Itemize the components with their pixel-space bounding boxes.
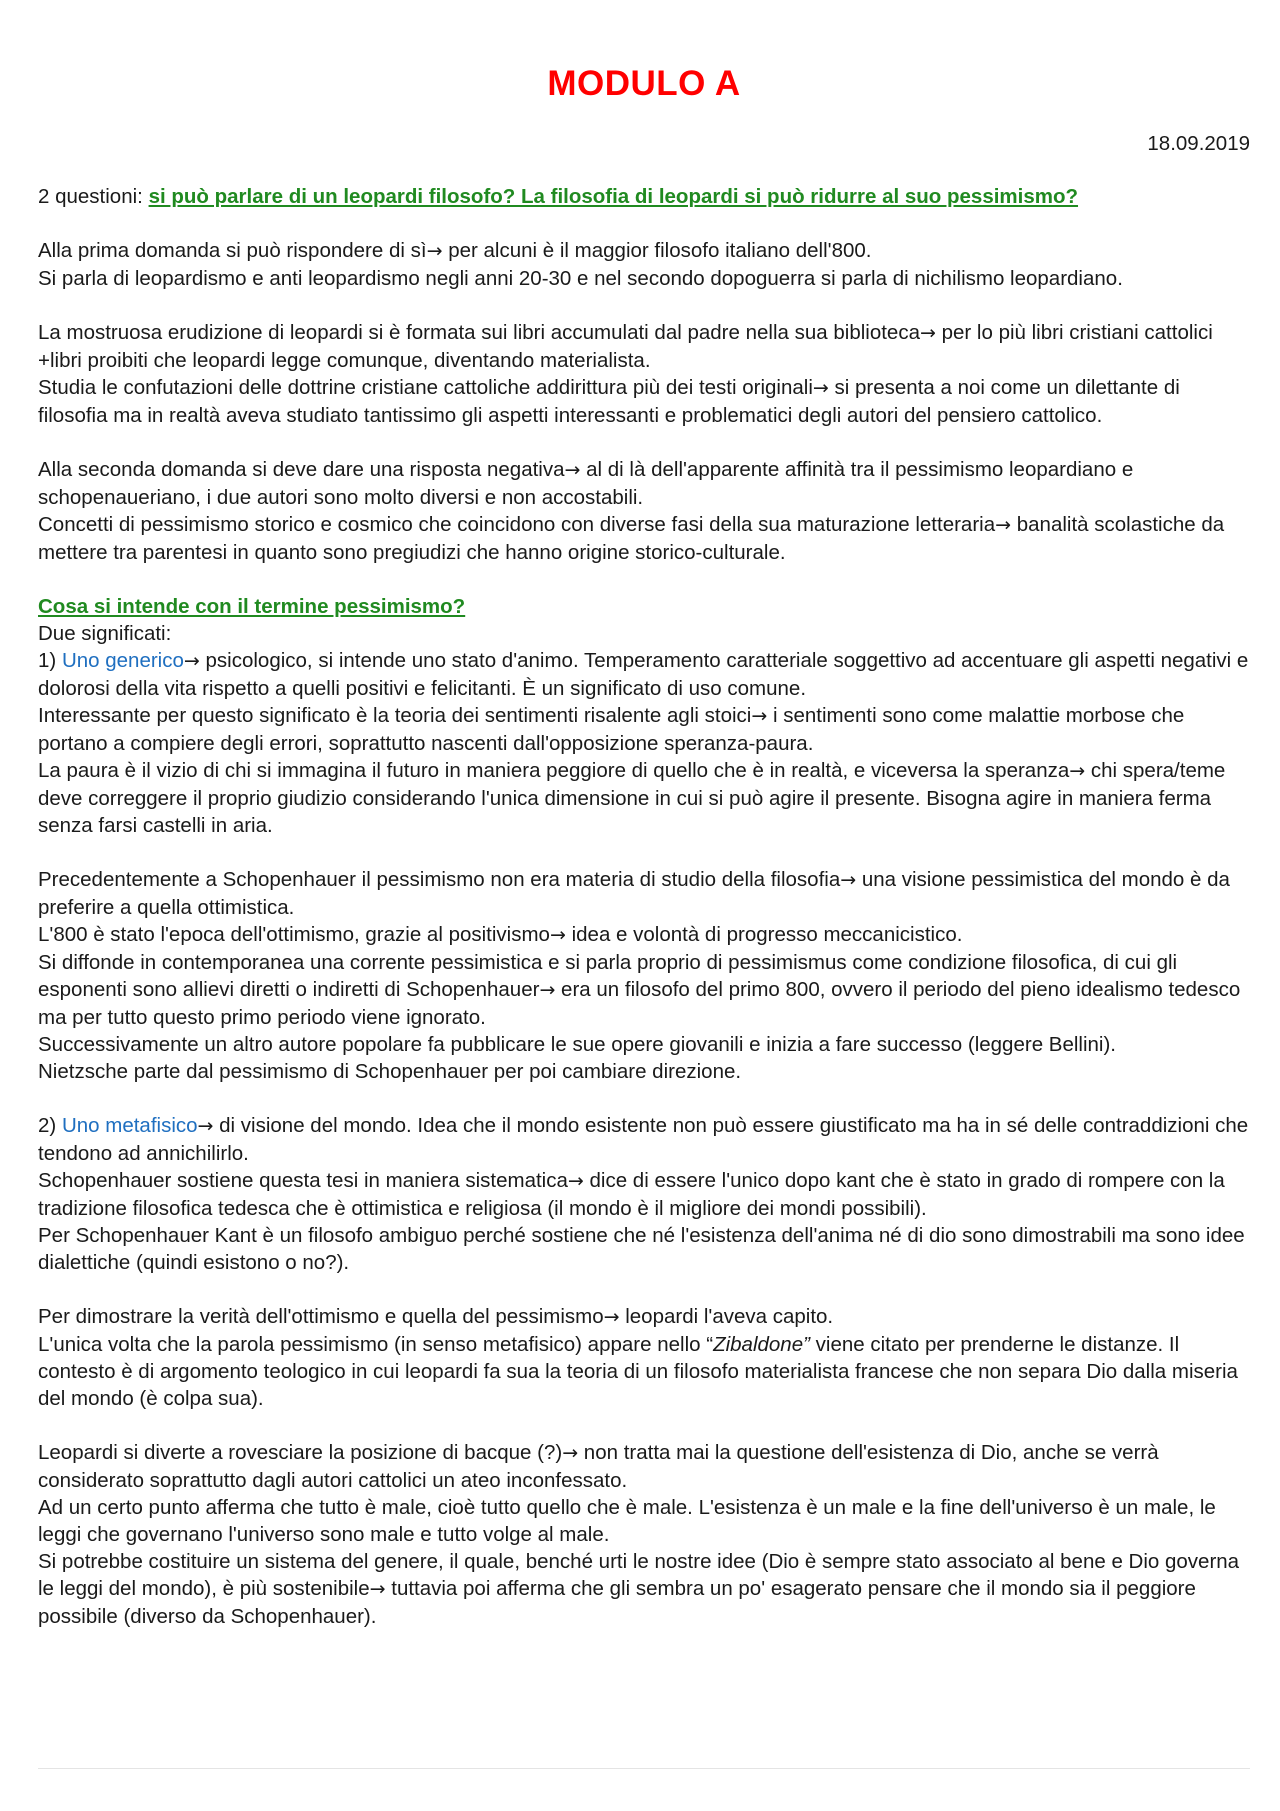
paragraph: Si potrebbe costituire un sistema del genere, il quale, benché urti le nostre idee (Dio è sempre stato associato al bene e Dio governa le leggi del mondo), è più sostenibile→ tuttavia poi afferma che gli sembra un po' esagerato pensare che il mondo sia il peggiore possibile (diverso da Schopenhauer). <box>38 1550 1240 1628</box>
arrow-icon: → <box>812 377 829 399</box>
paragraph: Si diffonde in contemporanea una corrente pessimistica e si parla proprio di pessimismus come condizione filosofica, di cui gli esponenti sono allievi diretti o indiretti di Schopenhauer→ era un filosofo del primo 800, ovvero il periodo del pieno idealismo tedesco ma per tutto questo primo periodo viene ignorato. <box>38 951 1241 1029</box>
arrow-icon: → <box>564 459 581 481</box>
paragraph: 2) Uno metafisico→ di visione del mondo. Idea che il mondo esistente non può essere giustificato ma ha in sé delle contraddizioni che tendono ad annichilirlo. <box>38 1114 1249 1165</box>
section-heading: Cosa si intende con il termine pessimismo? <box>38 595 466 618</box>
page-title: MODULO A <box>547 64 741 103</box>
arrow-icon: → <box>919 322 936 344</box>
term-metafisico: Uno metafisico <box>61 1114 198 1137</box>
arrow-icon: → <box>369 1578 386 1600</box>
paragraph: 1) Uno generico→ psicologico, si intende uno stato d'animo. Temperamento caratteriale soggettivo ad accentuare gli aspetti negativi e dolorosi della vita rispetto a quelli positivi e felicitanti. È un significato di uso comune. <box>38 649 1249 700</box>
paragraph: Si parla di leopardismo e anti leopardismo negli anni 20-30 e nel secondo dopoguerra si parla di nichilismo leopardiano. <box>38 267 1123 290</box>
paragraph: La paura è il vizio di chi si immagina il futuro in maniera peggiore di quello che è in realtà, e viceversa la speranza→ chi spera/teme deve correggere il proprio giudizio considerando l'unica dimensione in cui si può agire il presente. Bisogna agire in maniera ferma senza farsi castelli in aria. <box>38 759 1226 837</box>
arrow-icon: → <box>183 650 200 672</box>
arrow-icon: → <box>840 869 857 891</box>
paragraph: Schopenhauer sostiene questa tesi in maniera sistematica→ dice di essere l'unico dopo kant che è stato in grado di rompere con la tradizione filosofica tedesca che è ottimistica e religiosa (il mondo è il migliore dei mondi possibili). <box>38 1169 1225 1220</box>
paragraph: Ad un certo punto afferma che tutto è male, cioè tutto quello che è male. L'esistenza è un male e la fine dell'universo è un male, le leggi che governano l'universo sono male e tutto volge al male. <box>38 1496 1216 1546</box>
arrow-icon: → <box>562 1442 579 1464</box>
paragraph: Successivamente un altro autore popolare fa pubblicare le sue opere giovanili e inizia a fare successo (leggere Bellini). <box>38 1033 1117 1056</box>
paragraph: Leopardi si diverte a rovesciare la posizione di bacque (?)→ non tratta mai la questione dell'esistenza di Dio, anche se verrà considerato soprattutto dagli autori cattolici un ateo inconfessato. <box>38 1441 1159 1492</box>
arrow-icon: → <box>751 705 768 727</box>
zibaldone-title: Zibaldone” <box>713 1333 810 1356</box>
arrow-icon: → <box>1069 760 1086 782</box>
paragraph: L'800 è stato l'epoca dell'ottimismo, grazie al positivismo→ idea e volontà di progresso meccanicistico. <box>38 923 963 946</box>
paragraph: Per dimostrare la verità dell'ottimismo e quella del pessimismo→ leopardi l'aveva capito. <box>38 1305 834 1328</box>
paragraph: Alla seconda domanda si deve dare una risposta negativa→ al di là dell'apparente affinità tra il pessimismo leopardiano e schopenaueriano, i due autori sono molto diversi e non accostabili. <box>38 458 1134 509</box>
paragraph: Concetti di pessimismo storico e cosmico che coincidono con diverse fasi della sua maturazione letteraria→ banalità scolastiche da mettere tra parentesi in quanto sono pregiudizi che hanno origine storico-culturale. <box>38 513 1225 564</box>
paragraph: L'unica volta che la parola pessimismo (in senso metafisico) appare nello “Zibaldone” viene citato per prenderne le distanze. Il contesto è di argomento teologico in cui leopardi fa sua la teoria di un filosofo materialista francese che non separa Dio dalla miseria del mondo (è colpa sua). <box>38 1333 1238 1410</box>
paragraph: Alla prima domanda si può rispondere di sì→ per alcuni è il maggior filosofo italiano dell'800. <box>38 239 872 262</box>
arrow-icon: → <box>995 514 1012 536</box>
questions-line: 2 questioni: si può parlare di un leopardi filosofo? La filosofia di leopardi si può ridurre al suo pessimismo? <box>38 185 1079 208</box>
paragraph: Due significati: <box>38 622 172 645</box>
arrow-icon: → <box>603 1306 620 1328</box>
arrow-icon: → <box>549 924 566 946</box>
date: 18.09.2019 <box>1147 132 1250 155</box>
paragraph: Per Schopenhauer Kant è un filosofo ambiguo perché sostiene che né l'esistenza dell'anima né di dio sono dimostrabili ma sono idee dialettiche (quindi esistono o no?). <box>38 1224 1245 1274</box>
arrow-icon: → <box>197 1115 214 1137</box>
paragraph: Precedentemente a Schopenhauer il pessimismo non era materia di studio della filosofia→ una visione pessimistica del mondo è da preferire a quella ottimistica. <box>38 868 1230 919</box>
paragraph: Interessante per questo significato è la teoria dei sentimenti risalente agli stoici→ i sentimenti sono come malattie morbose che portano a compiere degli errori, soprattutto nascenti dall'opposizione speranza-paura. <box>38 704 1185 755</box>
term-generico: Uno generico <box>61 649 184 672</box>
document-page <box>38 62 1250 1630</box>
paragraph: Studia le confutazioni delle dottrine cristiane cattoliche addirittura più dei testi originali→ si presenta a noi come un dilettante di filosofia ma in realtà aveva studiato tantissimo gli aspetti interessanti e problematici degli autori del pensiero cattolico. <box>38 376 1180 427</box>
paragraph: La mostruosa erudizione di leopardi si è formata sui libri accumulati dal padre nella sua biblioteca→ per lo più libri cristiani cattolici +libri proibiti che leopardi legge comunque, diventando materialista. <box>38 321 1213 372</box>
arrow-icon: → <box>539 979 556 1001</box>
arrow-icon: → <box>567 1170 584 1192</box>
arrow-icon: → <box>426 240 443 262</box>
paragraph: Nietzsche parte dal pessimismo di Schopenhauer per poi cambiare direzione. <box>38 1060 742 1083</box>
questions-highlight: si può parlare di un leopardi filosofo? La filosofia di leopardi si può ridurre al suo pessimismo? <box>148 185 1079 208</box>
page-divider <box>38 1768 1250 1769</box>
